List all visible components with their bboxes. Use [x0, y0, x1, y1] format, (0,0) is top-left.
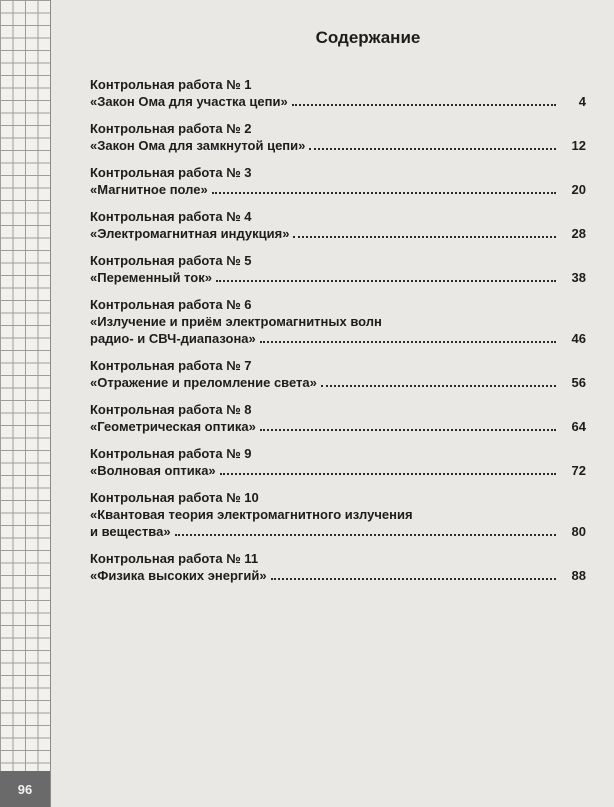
dot-leader	[271, 578, 556, 580]
toc-entry-topic: и вещества»	[90, 524, 171, 539]
dot-leader	[309, 148, 556, 150]
dot-leader	[321, 385, 556, 387]
toc-entry-line	[90, 225, 586, 242]
table-of-contents	[90, 28, 586, 594]
toc-entry-line	[90, 462, 586, 479]
toc-entry-page: 38	[571, 270, 586, 285]
toc-entry-topic: «Закон Ома для участка цепи»	[90, 94, 288, 109]
dot-leader	[260, 429, 556, 431]
toc-entry	[90, 76, 586, 110]
toc-entry-line	[90, 269, 586, 286]
toc-entry-page: 80	[571, 524, 586, 539]
toc-entry	[90, 208, 586, 242]
toc-entry-topic: «Волновая оптика»	[90, 463, 216, 478]
toc-entry-name: Контрольная работа № 1	[90, 77, 252, 92]
toc-entry-page: 12	[571, 138, 586, 153]
toc-entry-page: 64	[571, 419, 586, 434]
toc-entry-name: Контрольная работа № 9	[90, 446, 252, 461]
toc-entry-page: 88	[571, 568, 586, 583]
toc-entry-name: Контрольная работа № 2	[90, 121, 252, 136]
toc-entry-page: 20	[571, 182, 586, 197]
dot-leader	[212, 192, 556, 194]
toc-entry-name: Контрольная работа № 11	[90, 551, 259, 566]
toc-entry-name: Контрольная работа № 4	[90, 209, 252, 224]
toc-entry-line	[90, 567, 586, 584]
toc-entry-line	[90, 181, 586, 198]
toc-entry	[90, 550, 586, 584]
toc-entry-page: 4	[578, 94, 586, 109]
toc-entry-topic: «Переменный ток»	[90, 270, 212, 285]
toc-entry-topic: «Электромагнитная индукция»	[90, 226, 290, 241]
dot-leader	[220, 473, 556, 475]
toc-entry	[90, 120, 586, 154]
page-number: 96	[0, 771, 50, 807]
toc-entry-line	[90, 418, 586, 435]
dot-leader	[175, 534, 556, 536]
toc-entry-name: Контрольная работа № 3	[90, 165, 252, 180]
page-title: Содержание	[315, 28, 421, 47]
dot-leader	[293, 236, 556, 238]
toc-entry-topic: «Физика высоких энергий»	[90, 568, 267, 583]
toc-entry-line	[90, 93, 586, 110]
toc-entry	[90, 164, 586, 198]
dot-leader	[216, 280, 556, 282]
toc-entry-topic: «Магнитное поле»	[90, 182, 208, 197]
toc-entry-topic: «Квантовая теория электромагнитного излучения	[90, 507, 413, 522]
toc-entry-line	[90, 137, 586, 154]
toc-entry-page: 46	[571, 331, 586, 346]
toc-entry-name: Контрольная работа № 8	[90, 402, 252, 417]
toc-entry-name: Контрольная работа № 7	[90, 358, 252, 373]
toc-entry-line	[90, 330, 586, 347]
toc-entry	[90, 401, 586, 435]
toc-entry-topic: «Геометрическая оптика»	[90, 419, 256, 434]
toc-entry-line	[90, 374, 586, 391]
dot-leader	[292, 104, 556, 106]
toc-entry-page: 28	[571, 226, 586, 241]
toc-entry-page: 56	[571, 375, 586, 390]
toc-entry-name: Контрольная работа № 5	[90, 253, 252, 268]
toc-list	[90, 76, 586, 584]
graph-paper-margin	[0, 0, 51, 807]
toc-entry-topic: «Отражение и преломление света»	[90, 375, 317, 390]
toc-entry-name: Контрольная работа № 10	[90, 490, 259, 505]
toc-entry-line	[90, 523, 586, 540]
toc-entry	[90, 296, 586, 347]
toc-entry-topic: «Закон Ома для замкнутой цепи»	[90, 138, 306, 153]
toc-entry-topic: радио- и СВЧ-диапазона»	[90, 331, 256, 346]
toc-entry	[90, 252, 586, 286]
toc-entry	[90, 489, 586, 540]
toc-entry-page: 72	[571, 463, 586, 478]
toc-entry	[90, 445, 586, 479]
toc-entry	[90, 357, 586, 391]
toc-entry-topic: «Излучение и приём электромагнитных волн	[90, 314, 382, 329]
toc-entry-name: Контрольная работа № 6	[90, 297, 252, 312]
dot-leader	[260, 341, 556, 343]
